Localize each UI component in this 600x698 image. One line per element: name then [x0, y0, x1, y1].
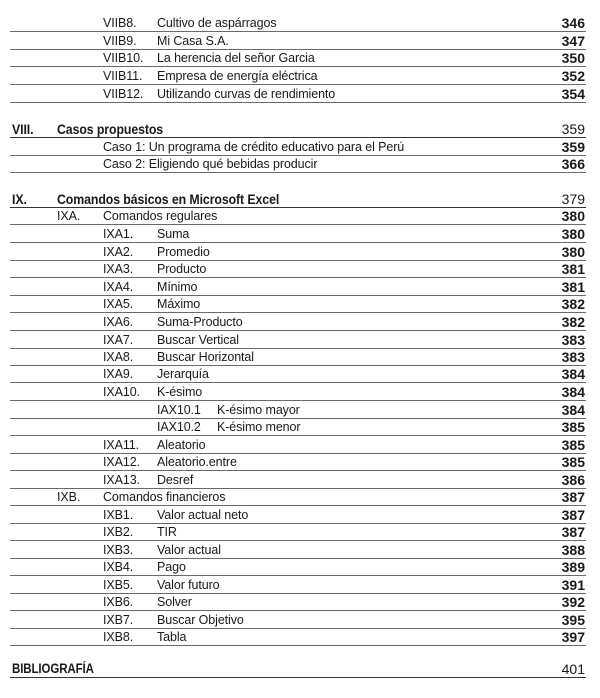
entry-code: IXA.	[57, 209, 81, 223]
entry-title: Promedio	[157, 245, 210, 259]
entry-page-number: 391	[561, 577, 585, 593]
entry-title: Casos propuestos	[57, 121, 164, 137]
toc-entry	[0, 418, 600, 436]
entry-title: Suma-Producto	[157, 315, 243, 329]
entry-page-number: 383	[561, 332, 585, 348]
entry-page-number: 385	[561, 454, 585, 470]
toc-entry	[0, 155, 600, 173]
toc-entry	[0, 488, 600, 506]
entry-page-number: 379	[561, 191, 585, 207]
entry-page-number: 380	[561, 244, 585, 260]
entry-page-number: 401	[561, 661, 585, 677]
entry-page-number: 350	[561, 50, 585, 66]
entry-code: IXA10.	[103, 385, 140, 399]
entry-title: Aleatorio.entre	[157, 455, 237, 469]
entry-page-number: 352	[561, 68, 585, 84]
toc-entry	[0, 67, 600, 85]
toc-entry	[0, 190, 600, 208]
toc-entry	[0, 278, 600, 296]
entry-page-number: 383	[561, 349, 585, 365]
entry-page-number: 395	[561, 612, 585, 628]
toc-entry	[0, 49, 600, 67]
entry-page-number: 380	[561, 208, 585, 224]
entry-title: Valor futuro	[157, 578, 220, 592]
entry-code: VIIB12.	[103, 87, 144, 101]
entry-title: Utilizando curvas de rendimiento	[157, 87, 336, 101]
entry-page-number: 354	[561, 86, 585, 102]
entry-page-number: 382	[561, 314, 585, 330]
entry-page-number: 381	[561, 279, 585, 295]
entry-title: Pago	[157, 560, 186, 574]
toc-entry	[0, 558, 600, 576]
entry-title: K-ésimo	[157, 385, 203, 399]
entry-code: IXA1.	[103, 227, 134, 241]
entry-title: Buscar Horizontal	[157, 350, 254, 364]
entry-title: Buscar Vertical	[157, 333, 239, 347]
entry-code: VIIB10.	[103, 51, 144, 65]
entry-code: IXA8.	[103, 350, 134, 364]
entry-title: Mínimo	[157, 280, 198, 294]
toc-entry	[0, 541, 600, 559]
entry-code: IXA3.	[103, 262, 134, 276]
entry-page-number: 346	[561, 15, 585, 31]
entry-code: IXA13.	[103, 473, 140, 487]
entry-page-number: 385	[561, 419, 585, 435]
toc-entry	[0, 295, 600, 313]
entry-title: Máximo	[157, 297, 201, 311]
entry-title: Tabla	[157, 630, 187, 644]
entry-page-number: 389	[561, 559, 585, 575]
entry-code: VIIB8.	[103, 16, 137, 30]
entry-code: IXB4.	[103, 560, 134, 574]
divider	[10, 677, 586, 679]
divider	[10, 102, 586, 103]
entry-page-number: 380	[561, 226, 585, 242]
entry-code: IX.	[12, 191, 27, 207]
toc-entry	[0, 225, 600, 243]
entry-page-number: 347	[561, 33, 585, 49]
entry-title: Producto	[157, 262, 207, 276]
entry-code: IXA5.	[103, 297, 134, 311]
entry-page-number: 388	[561, 542, 585, 558]
entry-code: IXB2.	[103, 525, 134, 539]
entry-code: IXA12.	[103, 455, 140, 469]
entry-page-number: 359	[561, 139, 585, 155]
entry-title: Comandos básicos en Microsoft Excel	[57, 191, 280, 207]
entry-title: Valor actual neto	[157, 508, 249, 522]
entry-title: BIBLIOGRAFÍA	[12, 661, 94, 676]
toc-entry	[0, 331, 600, 349]
toc-entry	[0, 32, 600, 50]
entry-title: Empresa de energía eléctrica	[157, 69, 318, 83]
toc-entry	[0, 506, 600, 524]
entry-title: Solver	[157, 595, 192, 609]
entry-title: Mi Casa S.A.	[157, 34, 229, 48]
entry-title: Cultivo de aspárragos	[157, 16, 277, 30]
divider	[10, 645, 586, 646]
entry-code: IXB3.	[103, 543, 134, 557]
entry-code: IXB7.	[103, 613, 134, 627]
entry-code: IAX10.2	[157, 420, 201, 434]
toc-entry	[0, 523, 600, 541]
divider	[10, 172, 586, 173]
entry-page-number: 397	[561, 629, 585, 645]
toc-entry	[0, 313, 600, 331]
entry-page-number: 385	[561, 437, 585, 453]
toc-entry	[0, 401, 600, 419]
entry-title: K-ésimo mayor	[217, 403, 300, 417]
entry-title: Comandos regulares	[103, 209, 218, 223]
entry-code: VIIB11.	[103, 69, 143, 83]
entry-code: IXB5.	[103, 578, 134, 592]
entry-title: Jerarquía	[157, 367, 209, 381]
toc-entry	[0, 436, 600, 454]
entry-page-number: 387	[561, 489, 585, 505]
entry-title: Buscar Objetivo	[157, 613, 244, 627]
entry-page-number: 387	[561, 524, 585, 540]
entry-page-number: 382	[561, 296, 585, 312]
toc-entry	[0, 260, 600, 278]
entry-title: TIR	[157, 525, 177, 539]
toc-entry	[0, 14, 600, 32]
entry-page-number: 384	[561, 384, 585, 400]
entry-title: Comandos financieros	[103, 490, 226, 504]
entry-code: VIII.	[12, 121, 34, 137]
entry-code: IXA6.	[103, 315, 134, 329]
entry-page-number: 386	[561, 472, 585, 488]
entry-title: Desref	[157, 473, 194, 487]
toc-entry	[0, 628, 600, 646]
entry-code: IXB8.	[103, 630, 134, 644]
entry-title: La herencia del señor Garcia	[157, 51, 315, 65]
toc-entry	[0, 365, 600, 383]
entry-code: IXA4.	[103, 280, 134, 294]
entry-code: VIIB9.	[103, 34, 137, 48]
entry-code: IAX10.1	[157, 403, 201, 417]
entry-code: IXA7.	[103, 333, 134, 347]
toc-entry	[0, 576, 600, 594]
entry-page-number: 387	[561, 507, 585, 523]
entry-code: IXA2.	[103, 245, 134, 259]
toc-entry	[0, 243, 600, 261]
toc-entry	[0, 207, 600, 225]
toc-entry	[0, 348, 600, 366]
entry-page-number: 366	[561, 156, 585, 172]
toc-entry	[0, 85, 600, 103]
entry-page-number: 384	[561, 366, 585, 382]
toc-entry	[0, 593, 600, 611]
entry-code: IXA11.	[103, 438, 139, 452]
toc-entry	[0, 611, 600, 629]
toc-entry	[0, 660, 600, 678]
toc-entry	[0, 471, 600, 489]
entry-page-number: 384	[561, 402, 585, 418]
entry-title: Valor actual	[157, 543, 221, 557]
entry-title: Suma	[157, 227, 190, 241]
entry-code: IXB.	[57, 490, 81, 504]
entry-page-number: 381	[561, 261, 585, 277]
entry-code: IXB1.	[103, 508, 134, 522]
entry-title: Caso 1: Un programa de crédito educativo para el Perú	[103, 140, 405, 154]
entry-title: Caso 2: Eligiendo qué bebidas producir	[103, 157, 318, 171]
entry-page-number: 359	[561, 121, 585, 137]
toc-entry	[0, 383, 600, 401]
toc-entry	[0, 453, 600, 471]
toc-entry	[0, 120, 600, 138]
entry-title: K-ésimo menor	[217, 420, 301, 434]
entry-page-number: 392	[561, 594, 585, 610]
toc-entry	[0, 138, 600, 156]
entry-code: IXB6.	[103, 595, 134, 609]
entry-title: Aleatorio	[157, 438, 206, 452]
entry-code: IXA9.	[103, 367, 134, 381]
